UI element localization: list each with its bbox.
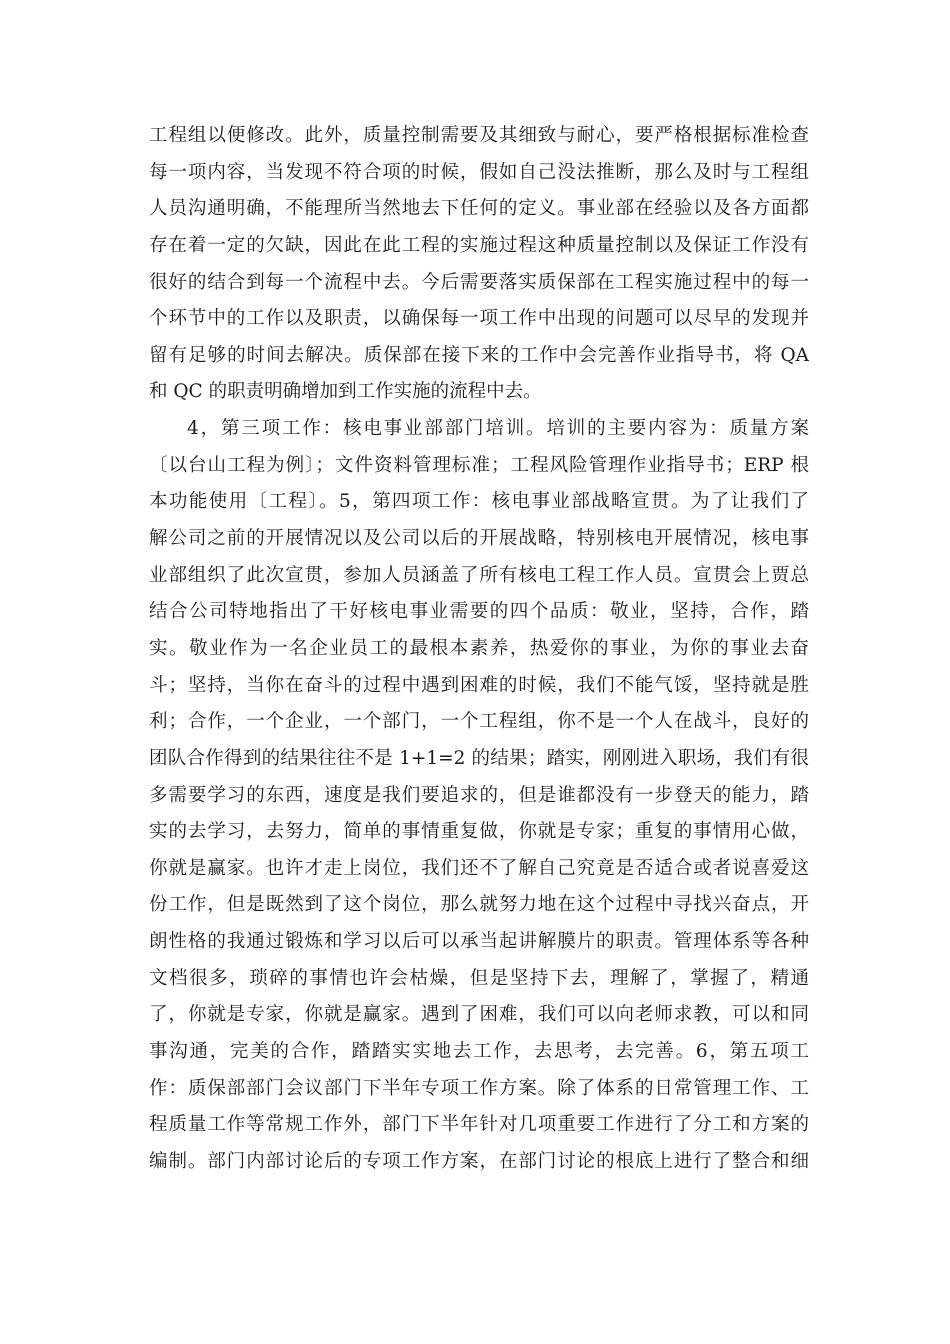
text-line: 人员沟通明确，不能理所当然地去下任何的定义。事业部在经验以及各方面都: [149, 198, 809, 220]
text-line: 多需要学习的东西，速度是我们要追求的，但是谁都没有一步登天的能力，踏: [149, 784, 809, 806]
text-line: 和 QC 的职责明确增加到工作实施的流程中去。: [149, 381, 542, 403]
text-line: 留有足够的时间去解决。质保部在接下来的工作中会完善作业指导书，将 QA: [149, 344, 809, 366]
text-line: 〔以台山工程为例〕；文件资料管理标准；工程风险管理作业指导书；ERP 根: [149, 454, 809, 476]
paragraph: [149, 411, 809, 1180]
text-line: 份工作，但是既然到了这个岗位，那么就努力地在这个过程中寻找兴奋点，开: [149, 894, 809, 916]
text-line: 斗；坚持，当你在奋斗的过程中遇到困难的时候，我们不能气馁，坚持就是胜: [149, 674, 809, 696]
text-line: 工程组以便修改。此外，质量控制需要及其细致与耐心，要严格根据标准检查: [149, 125, 809, 146]
text-line: 本功能使用〔工程〕。5，第四项工作：核电事业部战略宣贯。为了让我们了: [149, 491, 809, 513]
text-line: 朗性格的我通过锻炼和学习以后可以承当起讲解膜片的职责。管理体系等各种: [149, 931, 809, 953]
text-line: 事沟通，完美的合作，踏踏实实地去工作，去思考，去完善。6，第五项工: [149, 1041, 809, 1063]
paragraph: [149, 118, 809, 411]
text-line: 4，第三项工作：核电事业部部门培训。培训的主要内容为：质量方案: [187, 418, 809, 440]
text-line: 程质量工作等常规工作外，部门下半年针对几项重要工作进行了分工和方案的: [149, 1114, 809, 1136]
text-line: 存在着一定的欠缺，因此在此工程的实施过程这种质量控制以及保证工作没有: [149, 234, 809, 256]
document-body: [149, 118, 809, 1181]
text-line: 每一项内容，当发现不符合项的时候，假如自己没法推断，那么及时与工程组: [149, 161, 809, 183]
text-line: 利；合作，一个企业，一个部门，一个工程组，你不是一个人在战斗，良好的: [149, 711, 809, 733]
text-line: 了，你就是专家，你就是赢家。遇到了困难，我们可以向老师求教，可以和同: [149, 1004, 809, 1026]
text-line: 解公司之前的开展情况以及公司以后的开展战略，特别核电开展情况，核电事: [149, 528, 809, 550]
text-line: 你就是赢家。也许才走上岗位，我们还不了解自己究竟是否适合或者说喜爱这: [149, 857, 809, 879]
text-line: 编制。部门内部讨论后的专项工作方案，在部门讨论的根底上进行了整合和细: [149, 1150, 809, 1172]
text-line: 很好的结合到每一个流程中去。今后需要落实质保部在工程实施过程中的每一: [149, 271, 809, 293]
text-line: 个环节中的工作以及职责，以确保每一项工作中出现的问题可以尽早的发现并: [149, 308, 809, 330]
text-line: 实的去学习，去努力，简单的事情重复做，你就是专家；重复的事情用心做，: [149, 821, 809, 843]
text-line: 实。敬业作为一名企业员工的最根本素养，热爱你的事业，为你的事业去奋: [149, 637, 809, 659]
text-line: 文档很多，琐碎的事情也许会枯燥，但是坚持下去，理解了，掌握了，精通: [149, 967, 809, 989]
text-line: 业部组织了此次宣贯，参加人员涵盖了所有核电工程工作人员。宣贯会上贾总: [149, 564, 809, 586]
text-line: 结合公司特地指出了干好核电事业需要的四个品质：敬业，坚持，合作，踏: [149, 601, 809, 623]
text-line: 作：质保部部门会议部门下半年专项工作方案。除了体系的日常管理工作、工: [149, 1077, 809, 1099]
text-line: 团队合作得到的结果往往不是 1+1=2 的结果；踏实，刚刚进入职场，我们有很: [149, 747, 809, 769]
